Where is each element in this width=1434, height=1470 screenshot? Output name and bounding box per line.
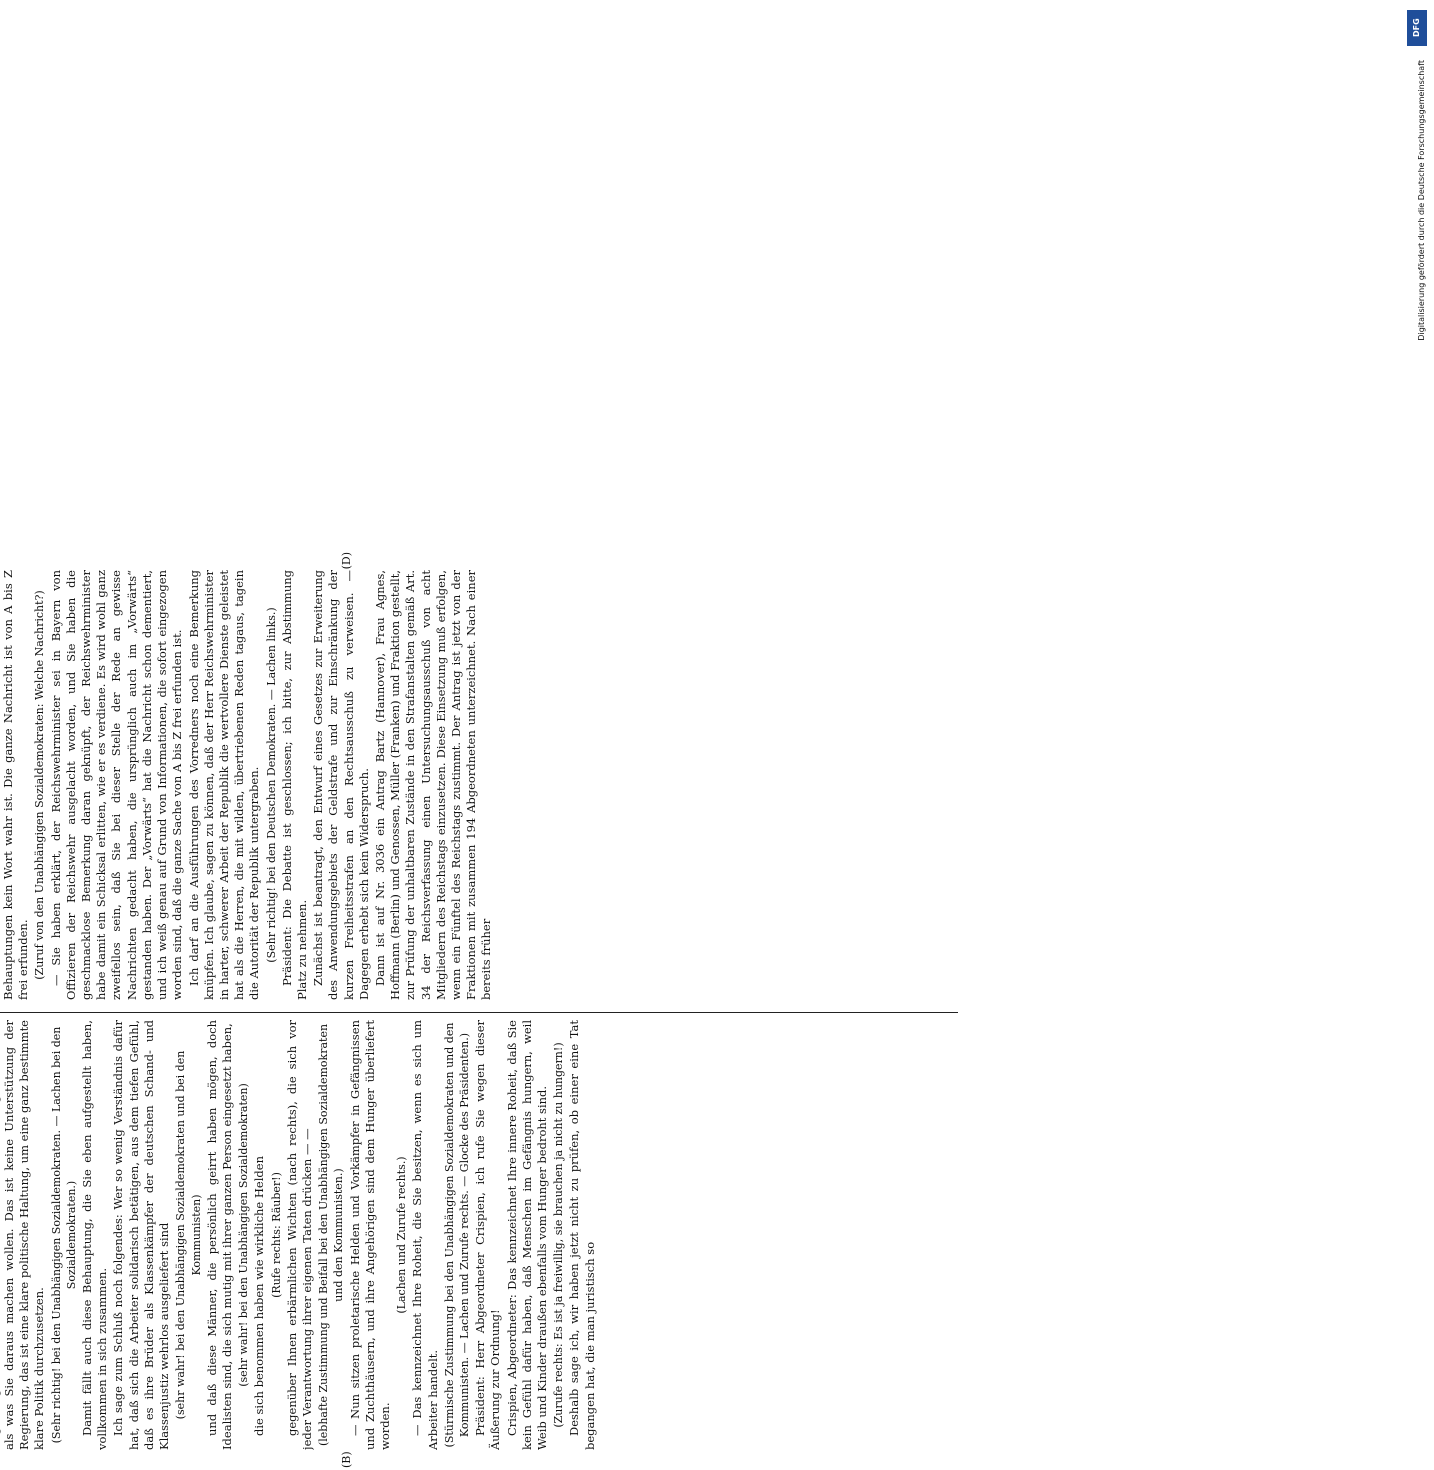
paragraph: Deshalb sage ich, wir haben jetzt nicht zu prüfen, ob einer eine Tat begangen hat, die man juristisch so — [567, 1020, 597, 1450]
paragraph: Damit fällt auch diese Behauptung, die Sie eben aufgestellt haben, vollkommen in sich zusammen. — [80, 1020, 110, 1450]
paragraph: und daß diese Männer, die persönlich geirrt haben mögen, doch Idealisten sind, die sich mutig mit ihrer ganzen Person eingesetzt haben, — [204, 1020, 234, 1450]
paragraph: (Zurufe rechts: Es ist ja freiwillig, sie brauchen ja nicht zu hungern!) — [552, 1042, 566, 1428]
dfg-logo: DFG — [1407, 10, 1427, 46]
paragraph: (Stürmische Zustimmung bei den Unabhängigen Sozialdemokraten und den Kommunisten. — Lachen und Zurufe rechts. — Glocke des Präsidenten.) — [442, 1022, 471, 1448]
paragraph: (Rufe rechts: Räuber!) — [269, 1172, 283, 1298]
paragraph: (Sehr richtig! bei den Deutschen Demokraten. — Lachen links.) — [264, 607, 278, 963]
paragraph: (Lachen und Zurufe rechts.) — [395, 1156, 409, 1314]
paragraph: (Sehr richtig! bei den Unabhängigen Sozialdemokraten. — Lachen bei den Sozialdemokraten.) — [49, 1026, 78, 1444]
side-strip — [1407, 0, 1431, 1000]
paragraph: Dann ist auf Nr. 3036 ein Antrag Bartz (Hannover), Frau Agnes, Hoffmann (Berlin) und Genossen, Müller (Franken) und Fraktion gestellt, zur Prüfung der unhaltbaren Zustände in den Strafanstalten gemäß Art. 34 der Reichsverfassung einen Untersuchungsausschuß von acht Mitgliedern des Reichstags einzusetzen. Diese Einsetzung muß erfolgen, wenn ein Fünftel des Reichstags zustimmt. Der Antrag ist jetzt von der Fraktionen mit zusammen 194 Abgeordneten unterzeichnet. Nach einer bereits früher — [372, 570, 494, 1000]
rotated-page — [0, 550, 970, 1470]
paragraph: — Sie haben erklärt, der Reichswehrminister sei in Bayern von Offizieren der Reichswehr ausgelacht worden, und Sie haben die geschmacklose Bemerkung daran geknüpft, der Reichswehrminister habe damit ein Schicksal erlitten, wie er es verdiene. Es wird wohl ganz zweifellos sein, daß Sie bei dieser Stelle der Rede an gewisse Nachrichten gedacht haben, die ursprünglich auch im „Vorwärts“ gestanden haben. Der „Vorwärts“ hat die Nachricht schon dementiert, und ich weiß genau auf Grund von Informationen, die sofort eingezogen worden sind, daß die ganze Sache von A bis Z frei erfunden ist. — [48, 570, 185, 1000]
paragraph: Zunächst ist beantragt, den Entwurf eines Gesetzes zur Erweiterung des Anwendungsgebiets der Geldstrafe und zur Einschränkung der kurzen Freiheitsstrafen an den Rechtsausschuß zu verweisen. — Dagegen erhebt sich kein Widerspruch. — [311, 570, 371, 1000]
digitization-credit: Digitalisierung gefördert durch die Deutsche Forschungsgemeinschaft — [1417, 60, 1426, 341]
column-rule — [0, 1012, 958, 1013]
paragraph: Ich sage zum Schluß noch folgendes: Wer so wenig Verständnis dafür hat, daß sich die Arbeiter solidarisch betätigen, aus dem tiefen Gefühl, daß es ihre Brüder als Klassenkämpfer der deutschen Schand- und Klassenjustiz wehrlos ausgeliefert sind — [111, 1020, 172, 1450]
paragraph: Ich darf an die Ausführungen des Vorredners noch eine Bemerkung knüpfen. Ich glaube, sagen zu können, daß der Herr Reichswehrminister in harter, schwerer Arbeit der Republik die wertvollere Dienste geleistet hat als die Herren, die mit wilden, übertriebenen Reden tagaus, tagein die Autorität der Republik untergraben. — [186, 570, 262, 1000]
marker-b: (B) — [340, 1451, 353, 1468]
paragraph: Crispien, Abgeordneter: Das kennzeichnet Ihre innere Roheit, daß Sie kein Gefühl dafür haben, daß Menschen im Gefängnis hungern, weil Weib und Kinder draußen ebenfalls vom Hunger bedroht sind. — [504, 1020, 549, 1450]
paragraph: als was Sie daraus machen wollen. Das ist keine Unterstützung der Regierung, das ist eine klare politische Haltung, um eine ganz bestimmte klare Politik durchzusetzen. — [2, 1020, 47, 1450]
paragraph: Behauptungen kein Wort wahr ist. Die ganze Nachricht ist von A bis Z frei erfunden. — [1, 570, 31, 1000]
paragraph: Präsident: Die Debatte ist geschlossen; ich bitte, zur Abstimmung Platz zu nehmen. — [279, 570, 309, 1000]
paragraph: die sich benommen haben wie wirkliche Helden — [252, 1156, 267, 1436]
paragraph: — Das kennzeichnet Ihre Roheit, die Sie besitzen, wenn es sich um Arbeiter handelt. — [410, 1020, 440, 1450]
paragraph: gegenüber Ihnen erbärmlichen Wichten (nach rechts), die sich vor jeder Verantwortung ihrer eigenen Taten drücken — — — [284, 1020, 314, 1450]
paragraph: (sehr wahr! bei den Unabhängigen Sozialdemokraten) — [237, 1083, 251, 1387]
right-column — [0, 570, 958, 1000]
paragraph: (lebhafte Zustimmung und Beifall bei den Unabhängigen Sozialdemokraten und den Kommunisten.) — [317, 1023, 346, 1447]
paragraph: Präsident: Herr Abgeordneter Crispien, ich rufe Sie wegen dieser Äußerung zur Ordnung! — [473, 1020, 503, 1450]
paragraph: (Zuruf von den Unabhängigen Sozialdemokraten: Welche Nachricht?) — [33, 590, 47, 980]
paragraph: (sehr wahr! bei den Unabhängigen Sozialdemokraten und bei den Kommunisten) — [174, 1050, 203, 1420]
left-column — [0, 1020, 958, 1450]
marker-d: (D) — [340, 552, 353, 570]
paragraph: — Nun sitzen proletarische Helden und Vorkämpfer in Gefängnissen und Zuchthäusern, und ihre Angehörigen sind dem Hunger überliefert worden. — [347, 1020, 392, 1450]
